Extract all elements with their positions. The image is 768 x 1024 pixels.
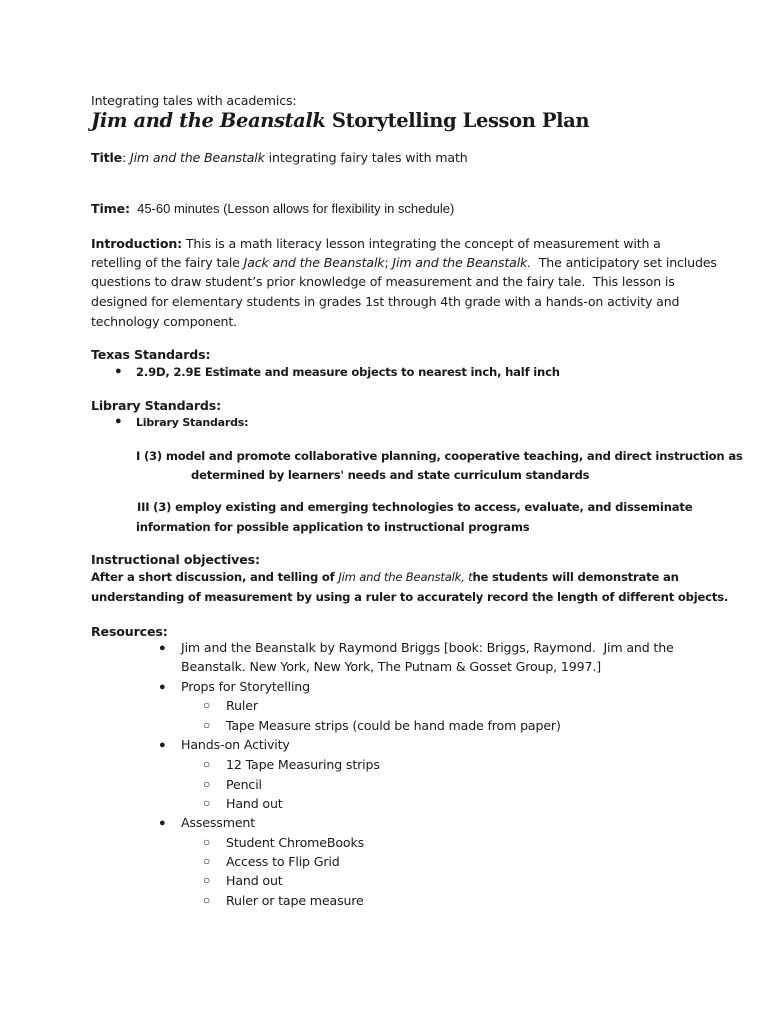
resource-subbullet: ○: [203, 757, 211, 771]
resource-3c: Hand out: [226, 796, 283, 811]
resource-subbullet: ○: [203, 873, 211, 887]
resource-4b: Access to Flip Grid: [226, 854, 340, 869]
library-heading: Library Standards:: [91, 398, 221, 413]
intro-line-4: designed for elementary students in grades 1st through 4th grade with a hands-on activity and: [91, 294, 680, 309]
intro-line-2: [91, 255, 717, 270]
resource-subbullet: ○: [203, 777, 211, 791]
resource-4: Assessment: [181, 815, 256, 830]
title-label: Title: [91, 150, 123, 165]
intro-line2-c: ;: [384, 255, 393, 270]
objectives-line-1: [91, 570, 679, 584]
texas-heading: Texas Standards:: [91, 347, 211, 362]
resource-subbullet: ○: [203, 854, 211, 868]
texas-item: 2.9D, 2.9E Estimate and measure objects to nearest inch, half inch: [136, 365, 560, 379]
resource-subbullet: ○: [203, 893, 211, 907]
library-std2-line2: information for possible application to instructional programs: [136, 520, 530, 534]
resource-1-line-1: Jim and the Beanstalk by Raymond Briggs [book: Briggs, Raymond. Jim and the: [181, 640, 674, 655]
resource-4d: Ruler or tape measure: [226, 893, 364, 908]
resource-4c: Hand out: [226, 873, 283, 888]
kicker-text: Integrating tales with academics:: [91, 93, 297, 108]
objectives-heading: Instructional objectives:: [91, 552, 260, 567]
resource-3a: 12 Tape Measuring strips: [226, 757, 380, 772]
intro-line2-a: retelling of the fairy tale: [91, 255, 244, 270]
objectives-line-2: understanding of measurement by using a ruler to accurately record the length of different objects.: [91, 590, 729, 604]
library-std1-line1: I (3) model and promote collaborative planning, cooperative teaching, and direct instruction as: [136, 449, 743, 463]
resource-subbullet: ○: [203, 835, 211, 849]
time-line: [91, 201, 454, 216]
intro-line-5: technology component.: [91, 314, 238, 329]
resource-3b: Pencil: [226, 777, 262, 792]
library-item: Library Standards:: [136, 416, 249, 429]
objectives-line1-b: Jim and the Beanstalk, t: [338, 570, 473, 584]
resources-heading: Resources:: [91, 624, 168, 639]
resource-bullet: ●: [159, 739, 166, 751]
resource-1-line-2: Beanstalk. New York, New York, The Putnam & Gosset Group, 1997.]: [181, 659, 601, 674]
resource-bullet: ●: [159, 681, 166, 693]
texas-bullet: ●: [115, 365, 122, 377]
resource-subbullet: ○: [203, 698, 211, 712]
document-title-rest: Storytelling Lesson Plan: [325, 109, 590, 132]
title-rest: integrating fairy tales with math: [264, 150, 468, 165]
objectives-line1-c: he students will demonstrate an: [472, 570, 679, 584]
intro-line-3: questions to draw student’s prior knowledge of measurement and the fairy tale. This lesson is: [91, 274, 675, 289]
intro-label: Introduction:: [91, 236, 183, 251]
resource-2: Props for Storytelling: [181, 679, 310, 694]
intro-line-1: [91, 236, 661, 251]
resource-subbullet: ○: [203, 796, 211, 810]
intro-line2-b: Jack and the Beanstalk: [243, 255, 385, 270]
resource-3: Hands-on Activity: [181, 737, 290, 752]
resource-2a: Ruler: [226, 698, 258, 713]
library-bullet: ●: [115, 415, 122, 427]
title-italic: Jim and the Beanstalk: [130, 150, 265, 165]
title-line: [91, 150, 468, 165]
time-text: 45-60 minutes (Lesson allows for flexibility in schedule): [129, 201, 455, 216]
library-std1-line2: determined by learners' needs and state curriculum standards: [191, 468, 590, 482]
library-std2-line1: III (3) employ existing and emerging technologies to access, evaluate, and disseminate: [137, 500, 693, 514]
intro-line2-d: Jim and the Beanstalk.: [392, 255, 532, 270]
resource-4a: Student ChromeBooks: [226, 835, 365, 850]
intro-line2-e: The anticipatory set includes: [531, 255, 717, 270]
resource-subbullet: ○: [203, 718, 211, 732]
time-label: Time:: [91, 201, 130, 216]
resource-bullet: ●: [159, 642, 166, 654]
document-title-italic: Jim and the Beanstalk: [91, 109, 326, 132]
objectives-line1-a: After a short discussion, and telling of: [91, 570, 339, 584]
document-title: [91, 109, 589, 132]
intro-line1-text: This is a math literacy lesson integrating the concept of measurement with a: [182, 236, 661, 251]
resource-bullet: ●: [159, 817, 166, 829]
resource-2b: Tape Measure strips (could be hand made from paper): [226, 718, 561, 733]
title-colon: :: [122, 150, 130, 165]
